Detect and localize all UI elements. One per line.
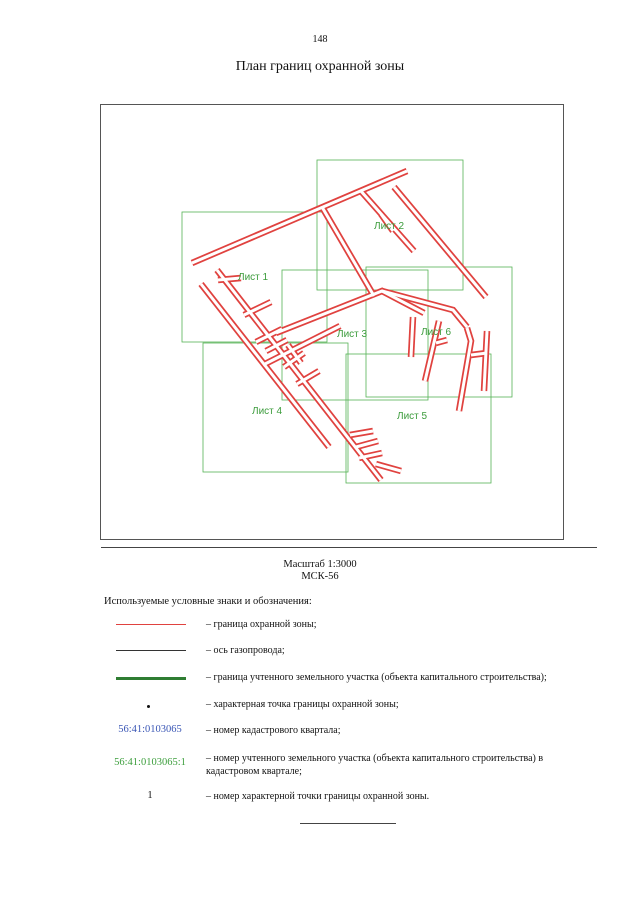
legend-description: – номер учтенного земельного участка (объекта капитального строительства) в кадастровом квартале; [206,753,544,777]
legend-title: Используемые условные знаки и обозначения: [104,596,312,607]
legend-description: – номер характерной точки границы охранной зоны. [206,791,430,802]
sheet-label-2: Лист 2 [374,221,405,232]
sheet-label-3: Лист 3 [337,329,368,340]
map-canvas [101,105,565,541]
legend-description: – ось газопровода; [206,645,285,656]
map-frame [100,104,564,540]
red-line-symbol [112,617,186,631]
scale-text: Масштаб 1:3000 [283,559,357,570]
page-title: План границ охранной зоны [235,59,405,74]
map-bottom-rule [101,547,597,548]
green-thick-line-symbol [112,670,186,684]
legend-description: – граница учтенного земельного участка (объекта капитального строительства); [206,672,547,683]
cadastral-quarter-sample: 56:41:0103065 [118,724,182,735]
legend-description: – граница охранной зоны; [206,619,317,630]
legend-description: – номер кадастрового квартала; [206,725,341,736]
coordinate-system: МСК-56 [301,571,339,582]
sheet-label-4: Лист 4 [252,406,283,417]
dot-symbol [147,705,150,708]
sheet-label-5: Лист 5 [397,411,428,422]
point-number-sample: 1 [147,790,153,801]
page-number: 148 [312,34,328,45]
scale-block [0,559,640,583]
sheet-label-1: Лист 1 [238,272,269,283]
end-rule [300,823,396,824]
dark-line-symbol [112,643,186,657]
legend-description: – характерная точка границы охранной зоны; [206,699,399,710]
land-plot-number-sample: 56:41:0103065:1 [114,757,186,768]
sheet-label-6: Лист 6 [421,327,452,338]
